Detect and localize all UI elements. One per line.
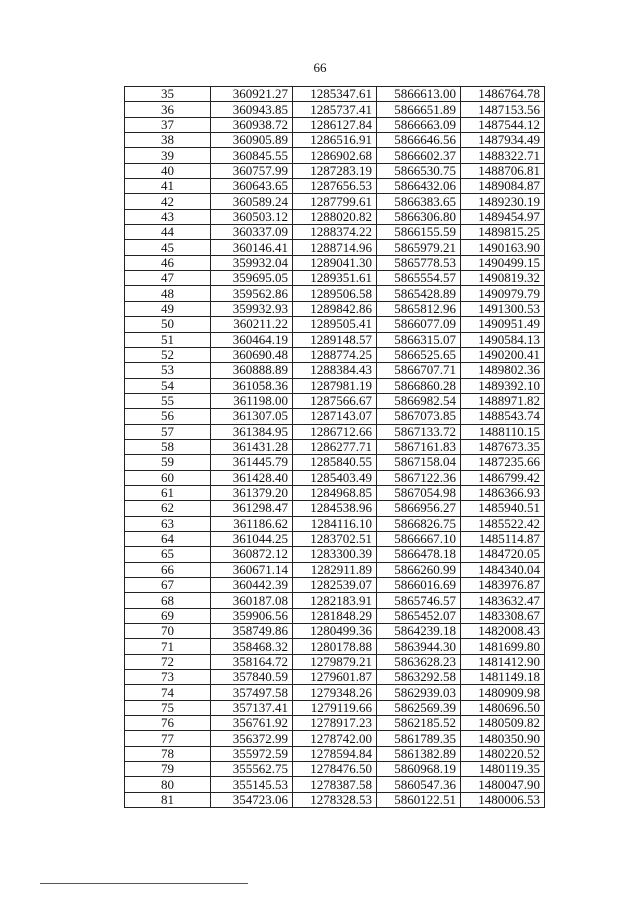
coordinate-cell: 1287143.07 (293, 409, 377, 424)
coordinate-cell: 5866982.54 (377, 393, 461, 408)
point-number-cell: 77 (125, 731, 211, 746)
table-row (125, 578, 545, 593)
point-number-cell: 81 (125, 792, 211, 807)
coordinate-cell: 5866667.10 (377, 531, 461, 546)
coordinate-cell: 360943.85 (211, 102, 293, 117)
point-number-cell: 72 (125, 654, 211, 669)
coordinate-cell: 361445.79 (211, 455, 293, 470)
coordinate-cell: 5863292.58 (377, 670, 461, 685)
point-number-cell: 75 (125, 700, 211, 715)
coordinate-cell: 1280178.88 (293, 639, 377, 654)
point-number-cell: 66 (125, 562, 211, 577)
coordinate-cell: 360905.89 (211, 133, 293, 148)
coordinate-cell: 1289842.86 (293, 301, 377, 316)
table-row (125, 179, 545, 194)
point-number-cell: 65 (125, 547, 211, 562)
coordinate-cell: 360503.12 (211, 209, 293, 224)
coordinate-cell: 1282183.91 (293, 593, 377, 608)
point-number-cell: 60 (125, 470, 211, 485)
coordinate-cell: 1284538.96 (293, 501, 377, 516)
point-number-cell: 63 (125, 516, 211, 531)
coordinate-cell: 5862185.52 (377, 716, 461, 731)
coordinate-cell: 1285403.49 (293, 470, 377, 485)
coordinate-cell: 361384.95 (211, 424, 293, 439)
coordinate-cell: 5866530.75 (377, 163, 461, 178)
coordinate-cell: 1288384.43 (293, 363, 377, 378)
coordinate-cell: 1287566.67 (293, 393, 377, 408)
coordinate-cell: 5863944.30 (377, 639, 461, 654)
table-row (125, 716, 545, 731)
coordinate-cell: 1480119.35 (461, 762, 545, 777)
coordinate-cell: 5866525.65 (377, 347, 461, 362)
coordinate-cell: 360938.72 (211, 117, 293, 132)
coordinate-cell: 5866315.07 (377, 332, 461, 347)
coordinate-cell: 355145.53 (211, 777, 293, 792)
coordinate-cell: 5861789.35 (377, 731, 461, 746)
point-number-cell: 45 (125, 240, 211, 255)
coordinate-cell: 1486799.42 (461, 470, 545, 485)
table-row (125, 439, 545, 454)
table-row (125, 133, 545, 148)
table-row (125, 240, 545, 255)
coordinate-cell: 359562.86 (211, 286, 293, 301)
coordinate-cell: 357840.59 (211, 670, 293, 685)
coordinate-cell: 5866613.00 (377, 87, 461, 102)
coordinate-cell: 1281848.29 (293, 608, 377, 623)
coordinate-cell: 1487934.49 (461, 133, 545, 148)
coordinate-cell: 5860547.36 (377, 777, 461, 792)
coordinate-cell: 1490979.79 (461, 286, 545, 301)
table-row (125, 209, 545, 224)
coordinate-cell: 5866016.69 (377, 578, 461, 593)
coordinate-cell: 1278917.23 (293, 716, 377, 731)
coordinate-cell: 5867158.04 (377, 455, 461, 470)
coordinate-cell: 1285737.41 (293, 102, 377, 117)
point-number-cell: 44 (125, 225, 211, 240)
coordinate-cell: 361298.47 (211, 501, 293, 516)
coordinate-cell: 360921.27 (211, 87, 293, 102)
coordinate-cell: 1288774.25 (293, 347, 377, 362)
coordinate-cell: 359932.93 (211, 301, 293, 316)
coordinate-cell: 5860968.19 (377, 762, 461, 777)
point-number-cell: 70 (125, 624, 211, 639)
table-row (125, 301, 545, 316)
coordinate-cell: 361431.28 (211, 439, 293, 454)
coordinate-cell: 1488543.74 (461, 409, 545, 424)
coordinate-cell: 1289041.30 (293, 255, 377, 270)
coordinate-cell: 5867122.36 (377, 470, 461, 485)
coordinate-cell: 1481149.18 (461, 670, 545, 685)
coordinate-cell: 361379.20 (211, 485, 293, 500)
coordinate-cell: 356761.92 (211, 716, 293, 731)
coordinate-cell: 5865979.21 (377, 240, 461, 255)
table-row (125, 393, 545, 408)
coordinate-cell: 5867133.72 (377, 424, 461, 439)
point-number-cell: 40 (125, 163, 211, 178)
table-row (125, 148, 545, 163)
coordinate-cell: 5865778.53 (377, 255, 461, 270)
coordinate-cell: 1283702.51 (293, 531, 377, 546)
coordinate-cell: 359906.56 (211, 608, 293, 623)
coordinate-cell: 1489454.97 (461, 209, 545, 224)
coordinates-table (124, 86, 545, 808)
coordinate-cell: 1489392.10 (461, 378, 545, 393)
coordinate-cell: 358468.32 (211, 639, 293, 654)
coordinate-cell: 1488322.71 (461, 148, 545, 163)
coordinate-cell: 1480696.50 (461, 700, 545, 715)
table-row (125, 455, 545, 470)
coordinate-cell: 361307.05 (211, 409, 293, 424)
coordinate-cell: 1480006.53 (461, 792, 545, 807)
coordinate-cell: 5860122.51 (377, 792, 461, 807)
coordinate-cell: 360888.89 (211, 363, 293, 378)
coordinate-cell: 360757.99 (211, 163, 293, 178)
coordinate-cell: 354723.06 (211, 792, 293, 807)
coordinate-cell: 5866260.99 (377, 562, 461, 577)
table-row (125, 777, 545, 792)
coordinate-cell: 1283300.39 (293, 547, 377, 562)
table-row (125, 271, 545, 286)
coordinate-cell: 5866077.09 (377, 317, 461, 332)
coordinate-cell: 361058.36 (211, 378, 293, 393)
coordinate-cell: 5866707.71 (377, 363, 461, 378)
point-number-cell: 54 (125, 378, 211, 393)
coordinate-cell: 1490584.13 (461, 332, 545, 347)
point-number-cell: 62 (125, 501, 211, 516)
coordinate-cell: 360643.65 (211, 179, 293, 194)
coordinate-cell: 1288374.22 (293, 225, 377, 240)
coordinate-cell: 1488971.82 (461, 393, 545, 408)
coordinate-cell: 5866826.75 (377, 516, 461, 531)
coordinate-cell: 1485940.51 (461, 501, 545, 516)
coordinate-cell: 1489802.36 (461, 363, 545, 378)
coordinate-cell: 1482008.43 (461, 624, 545, 639)
point-number-cell: 76 (125, 716, 211, 731)
coordinate-cell: 359695.05 (211, 271, 293, 286)
coordinate-cell: 1289506.58 (293, 286, 377, 301)
point-number-cell: 37 (125, 117, 211, 132)
point-number-cell: 64 (125, 531, 211, 546)
coordinate-cell: 5866646.56 (377, 133, 461, 148)
coordinate-cell: 1491300.53 (461, 301, 545, 316)
coordinate-cell: 5866956.27 (377, 501, 461, 516)
coordinate-cell: 357137.41 (211, 700, 293, 715)
coordinate-cell: 1480220.52 (461, 746, 545, 761)
coordinate-cell: 1287656.53 (293, 179, 377, 194)
coordinate-cell: 360337.09 (211, 225, 293, 240)
coordinate-cell: 1286127.84 (293, 117, 377, 132)
coordinate-cell: 1279348.26 (293, 685, 377, 700)
point-number-cell: 80 (125, 777, 211, 792)
coordinate-cell: 360211.22 (211, 317, 293, 332)
coordinate-cell: 5867073.85 (377, 409, 461, 424)
coordinate-cell: 1480350.90 (461, 731, 545, 746)
coordinate-cell: 1484720.05 (461, 547, 545, 562)
coordinate-cell: 1487544.12 (461, 117, 545, 132)
coordinate-cell: 1487153.56 (461, 102, 545, 117)
coordinate-cell: 5866432.06 (377, 179, 461, 194)
table-row (125, 654, 545, 669)
coordinate-cell: 5865428.89 (377, 286, 461, 301)
point-number-cell: 35 (125, 87, 211, 102)
coordinate-cell: 5866478.18 (377, 547, 461, 562)
coordinate-cell: 5865812.96 (377, 301, 461, 316)
table-row (125, 332, 545, 347)
coordinate-cell: 1490200.41 (461, 347, 545, 362)
coordinate-cell: 360146.41 (211, 240, 293, 255)
coordinate-cell: 5867161.83 (377, 439, 461, 454)
coordinate-cell: 1280499.36 (293, 624, 377, 639)
coordinate-cell: 1287799.61 (293, 194, 377, 209)
point-number-cell: 36 (125, 102, 211, 117)
point-number-cell: 74 (125, 685, 211, 700)
point-number-cell: 69 (125, 608, 211, 623)
coordinate-cell: 361044.25 (211, 531, 293, 546)
point-number-cell: 42 (125, 194, 211, 209)
coordinate-cell: 358164.72 (211, 654, 293, 669)
coordinate-cell: 1282539.07 (293, 578, 377, 593)
coordinate-cell: 1490819.32 (461, 271, 545, 286)
coordinate-cell: 356372.99 (211, 731, 293, 746)
point-number-cell: 73 (125, 670, 211, 685)
table-row (125, 286, 545, 301)
coordinate-cell: 1289351.61 (293, 271, 377, 286)
point-number-cell: 53 (125, 363, 211, 378)
coordinate-cell: 1490499.15 (461, 255, 545, 270)
coordinate-cell: 1486764.78 (461, 87, 545, 102)
coordinate-cell: 5865554.57 (377, 271, 461, 286)
point-number-cell: 41 (125, 179, 211, 194)
coordinate-cell: 360671.14 (211, 562, 293, 577)
coordinate-cell: 5866860.28 (377, 378, 461, 393)
point-number-cell: 52 (125, 347, 211, 362)
coordinate-cell: 360872.12 (211, 547, 293, 562)
coordinate-cell: 1286516.91 (293, 133, 377, 148)
point-number-cell: 46 (125, 255, 211, 270)
point-number-cell: 38 (125, 133, 211, 148)
coordinate-cell: 360589.24 (211, 194, 293, 209)
point-number-cell: 57 (125, 424, 211, 439)
table-row (125, 87, 545, 102)
coordinate-cell: 358749.86 (211, 624, 293, 639)
point-number-cell: 50 (125, 317, 211, 332)
coordinate-cell: 1480047.90 (461, 777, 545, 792)
point-number-cell: 61 (125, 485, 211, 500)
coordinate-cell: 1284116.10 (293, 516, 377, 531)
coordinate-cell: 1286902.68 (293, 148, 377, 163)
coordinate-cell: 1488706.81 (461, 163, 545, 178)
coordinate-cell: 1490163.90 (461, 240, 545, 255)
coordinate-cell: 1484340.04 (461, 562, 545, 577)
coordinate-cell: 360464.19 (211, 332, 293, 347)
point-number-cell: 68 (125, 593, 211, 608)
table-row (125, 624, 545, 639)
coordinate-cell: 5866155.59 (377, 225, 461, 240)
coordinate-cell: 1488110.15 (461, 424, 545, 439)
coordinate-cell: 5867054.98 (377, 485, 461, 500)
coordinate-cell: 1278387.58 (293, 777, 377, 792)
page-number: 66 (313, 60, 327, 75)
coordinate-cell: 5866602.37 (377, 148, 461, 163)
coordinate-cell: 1278476.50 (293, 762, 377, 777)
point-number-cell: 71 (125, 639, 211, 654)
coordinate-cell: 1483976.87 (461, 578, 545, 593)
point-number-cell: 78 (125, 746, 211, 761)
table-row (125, 593, 545, 608)
table-row (125, 317, 545, 332)
point-number-cell: 43 (125, 209, 211, 224)
table-row (125, 363, 545, 378)
coordinate-cell: 1487235.66 (461, 455, 545, 470)
point-number-cell: 56 (125, 409, 211, 424)
table-row (125, 700, 545, 715)
coordinate-cell: 1278594.84 (293, 746, 377, 761)
coordinate-cell: 361186.62 (211, 516, 293, 531)
coordinate-cell: 360845.55 (211, 148, 293, 163)
coordinate-cell: 355972.59 (211, 746, 293, 761)
table-row (125, 194, 545, 209)
coordinate-cell: 1481699.80 (461, 639, 545, 654)
coordinate-cell: 1489084.87 (461, 179, 545, 194)
table-row (125, 792, 545, 807)
coordinate-cell: 5866651.89 (377, 102, 461, 117)
coordinate-cell: 1278328.53 (293, 792, 377, 807)
coordinate-cell: 1285840.55 (293, 455, 377, 470)
point-number-cell: 47 (125, 271, 211, 286)
coordinate-cell: 359932.04 (211, 255, 293, 270)
coordinate-cell: 1288020.82 (293, 209, 377, 224)
table-row (125, 163, 545, 178)
coordinate-cell: 5862569.39 (377, 700, 461, 715)
coordinate-cell: 5862939.03 (377, 685, 461, 700)
coordinate-cell: 1480909.98 (461, 685, 545, 700)
table-row (125, 117, 545, 132)
table-row (125, 470, 545, 485)
table-row (125, 762, 545, 777)
coordinate-cell: 1489815.25 (461, 225, 545, 240)
coordinate-cell: 5866383.65 (377, 194, 461, 209)
table-row (125, 531, 545, 546)
coordinate-cell: 1487673.35 (461, 439, 545, 454)
coordinate-cell: 360442.39 (211, 578, 293, 593)
coordinate-cell: 1284968.85 (293, 485, 377, 500)
table-row (125, 516, 545, 531)
coordinate-cell: 1485114.87 (461, 531, 545, 546)
point-number-cell: 59 (125, 455, 211, 470)
table-row (125, 424, 545, 439)
coordinate-cell: 1490951.49 (461, 317, 545, 332)
point-number-cell: 58 (125, 439, 211, 454)
footer-divider (40, 883, 248, 884)
table-row (125, 485, 545, 500)
coordinate-cell: 5861382.89 (377, 746, 461, 761)
coordinate-cell: 357497.58 (211, 685, 293, 700)
coordinate-cell: 1287981.19 (293, 378, 377, 393)
coordinate-cell: 1489230.19 (461, 194, 545, 209)
coordinate-cell: 5864239.18 (377, 624, 461, 639)
point-number-cell: 79 (125, 762, 211, 777)
table-row (125, 639, 545, 654)
coordinate-cell: 361198.00 (211, 393, 293, 408)
coordinate-cell: 5866306.80 (377, 209, 461, 224)
table-row (125, 608, 545, 623)
coordinate-cell: 1483308.67 (461, 608, 545, 623)
coordinate-cell: 1285347.61 (293, 87, 377, 102)
coordinate-cell: 1289505.41 (293, 317, 377, 332)
table-row (125, 746, 545, 761)
table-row (125, 562, 545, 577)
table-row (125, 547, 545, 562)
coordinate-cell: 5866663.09 (377, 117, 461, 132)
coordinate-cell: 1480509.82 (461, 716, 545, 731)
point-number-cell: 51 (125, 332, 211, 347)
table-row (125, 225, 545, 240)
coordinate-cell: 1481412.90 (461, 654, 545, 669)
point-number-cell: 39 (125, 148, 211, 163)
coordinate-cell: 1483632.47 (461, 593, 545, 608)
coordinate-cell: 1279879.21 (293, 654, 377, 669)
point-number-cell: 55 (125, 393, 211, 408)
coordinate-cell: 1286712.66 (293, 424, 377, 439)
coordinate-cell: 361428.40 (211, 470, 293, 485)
coordinate-cell: 1288714.96 (293, 240, 377, 255)
table-row (125, 670, 545, 685)
coordinate-cell: 1279119.66 (293, 700, 377, 715)
table-row (125, 685, 545, 700)
coordinate-cell: 1289148.57 (293, 332, 377, 347)
coordinate-cell: 1282911.89 (293, 562, 377, 577)
point-number-cell: 67 (125, 578, 211, 593)
table-row (125, 501, 545, 516)
coordinate-cell: 355562.75 (211, 762, 293, 777)
coordinate-cell: 1287283.19 (293, 163, 377, 178)
point-number-cell: 49 (125, 301, 211, 316)
coordinate-cell: 360187.08 (211, 593, 293, 608)
table-row (125, 409, 545, 424)
table-row (125, 731, 545, 746)
coordinate-cell: 5865746.57 (377, 593, 461, 608)
coordinate-cell: 1486366.93 (461, 485, 545, 500)
coordinate-cell: 1485522.42 (461, 516, 545, 531)
coordinate-cell: 5863628.23 (377, 654, 461, 669)
point-number-cell: 48 (125, 286, 211, 301)
coordinate-cell: 5865452.07 (377, 608, 461, 623)
coordinate-cell: 360690.48 (211, 347, 293, 362)
table-row (125, 347, 545, 362)
coordinate-cell: 1279601.87 (293, 670, 377, 685)
coordinate-cell: 1286277.71 (293, 439, 377, 454)
table-row (125, 102, 545, 117)
coordinate-cell: 1278742.00 (293, 731, 377, 746)
table-row (125, 255, 545, 270)
table-row (125, 378, 545, 393)
